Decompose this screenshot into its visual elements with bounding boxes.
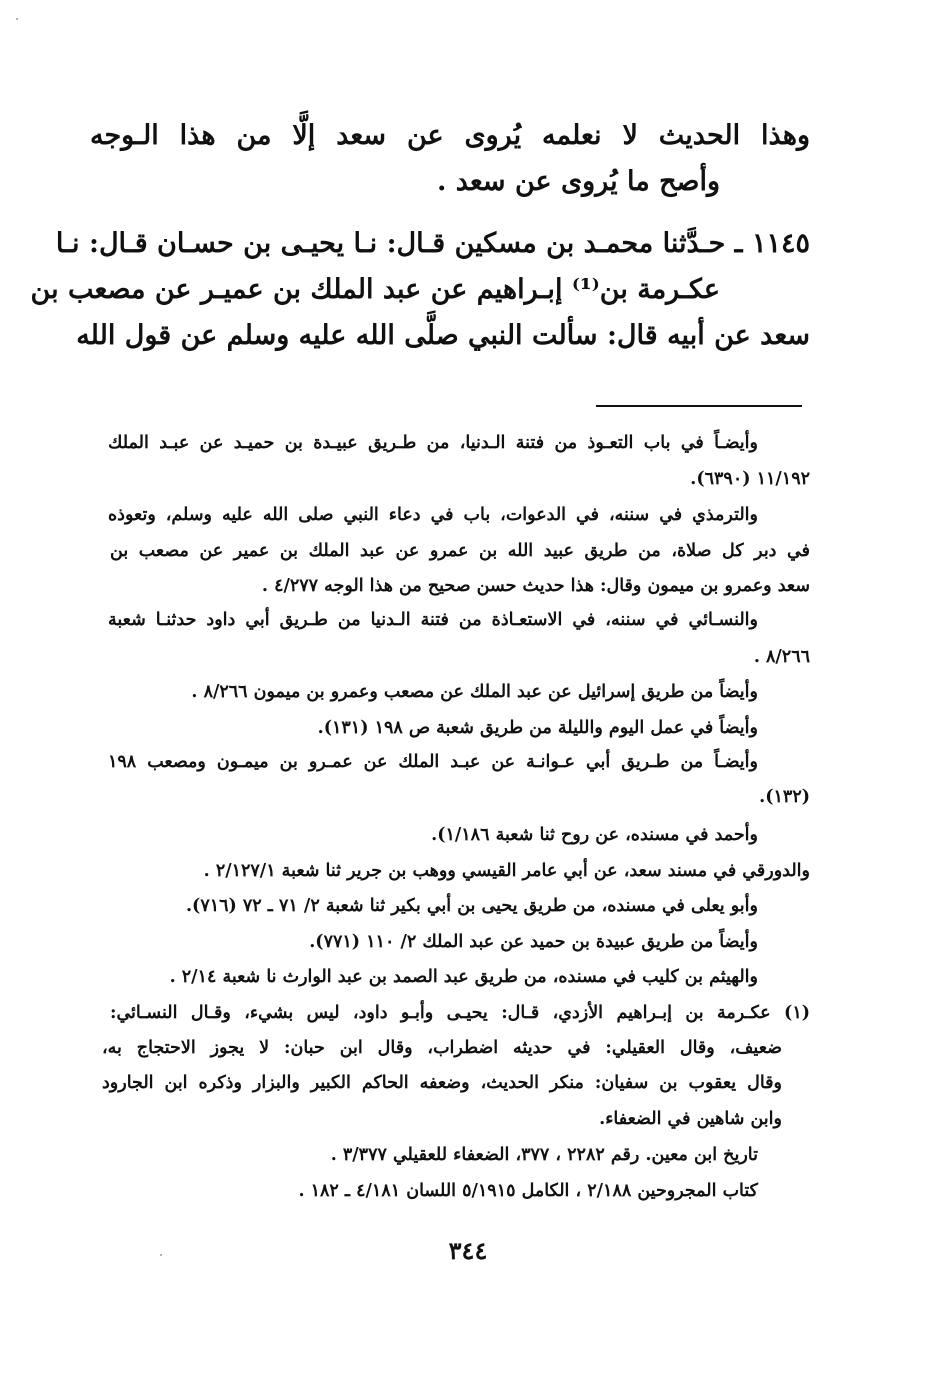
scan-speck <box>160 1254 162 1256</box>
footnote-line: والنسـائي في سننه، في الاستعـاذة من فتنة الـدنيا من طـريق أبي داود حدثنـا شعبة <box>108 610 758 630</box>
footnote-line: وأيضـاً في باب التعـوذ من فتنة الـدنيا، من طـريق عبيـدة بن حميـد عن عبـد الملك <box>108 433 758 453</box>
footnote-line: سعد وعمرو بن ميمون وقال: هذا حديث حسن صحيح من هذا الوجه ٤/٢٧٧ . <box>261 576 810 596</box>
footnote-line: تاريخ ابن معين. رقم ٢٢٨٢ ، ٣٧٧، الضعفاء للعقيلي ٣/٣٧٧ . <box>330 1145 758 1165</box>
footnote-line: وقال يعقوب بن سفيان: منكر الحديث، وضعفه الحاكم الكبير والبزار وذكره ابن الجارود <box>102 1073 782 1093</box>
main-text-line: عكـرمة بن⁽¹⁾ إبـراهيم عن عبد الملك بن عميـر عن مصعب بن <box>30 274 720 305</box>
footnote-line: وأحمد في مسنده، عن روح ثنا شعبة ١/١٨٦). <box>431 825 758 845</box>
footnote-line: وابن شاهين في الضعفاء. <box>599 1109 782 1129</box>
footnote-line: والهيثم بن كليب في مسنده، من طريق عبد الصمد بن عبد الوارث نا شعبة ٢/١٤ . <box>169 967 758 987</box>
main-text-line: ١١٤٥ ـ حـدَّثنا محمـد بن مسكين قـال: نـا يحيـى بن حسـان قـال: نـا <box>55 228 810 259</box>
footnote-line: ٨/٢٦٦ . <box>753 647 810 667</box>
footnote-line: (١) عكـرمة بن إبـراهيم الأزدي، قـال: يحيـى وأبـو داود، ليس بشيء، وقـال النسـائي: <box>110 1003 810 1023</box>
footnote-line: والترمذي في سننه، في الدعوات، باب في دعاء النبي صلى الله عليه وسلم، وتعوذه <box>108 505 758 525</box>
main-text-line: وأصح ما يُروى عن سعد . <box>436 166 720 197</box>
footnote-line: وأيضاً في عمل اليوم والليلة من طريق شعبة ص ١٩٨ (١٣١). <box>317 718 758 738</box>
footnote-line: وأيضاً من طريق عبيدة بن حميد عن عبد الملك ٢/ ١١٠ (٧٧١). <box>309 932 758 952</box>
footnote-line: كتاب المجروحين ٢/١٨٨ ، الكامل ٥/١٩١٥ اللسان ٤/١٨١ ـ ١٨٢ . <box>298 1181 758 1201</box>
main-text-line: وهذا الحديث لا نعلمه يُروى عن سعد إلَّا من هذا الـوجه <box>90 120 810 151</box>
footnote-line: وأيضـاً من طـريق أبي عـوانـة عن عبـد الملك عن عمـرو بن ميمـون ومصعب ١٩٨ <box>108 752 758 772</box>
main-text-line: سعد عن أبيه قال: سألت النبي صلَّى الله عليه وسلم عن قول الله <box>76 320 810 351</box>
footnote-line: ضعيف، وقال العقيلي: في حديثه اضطراب، وقال ابن حبان: لا يجوز الاحتجاج به، <box>102 1038 782 1058</box>
footnote-separator <box>596 405 802 407</box>
footnote-line: (١٣٢). <box>759 787 810 807</box>
footnote-line: والدورقي في مسند سعد، عن أبي عامر القيسي ووهب بن جرير ثنا شعبة ٢/١٢٧/١ . <box>203 861 810 881</box>
scan-speck <box>16 18 18 20</box>
footnote-line: وأبو يعلى في مسنده، من طريق يحيى بن أبي بكير ثنا شعبة ٢/ ٧١ ـ ٧٢ (٧١٦). <box>185 896 758 916</box>
footnote-line: وأيضاً من طريق إسرائيل عن عبد الملك عن مصعب وعمرو بن ميمون ٨/٢٦٦ . <box>191 682 758 702</box>
footnote-line: ١١/١٩٢ (٦٣٩٠). <box>690 469 810 489</box>
footnote-line: في دبر كل صلاة، من طريق عبيد الله بن عمرو عن عبد الملك بن عمير عن مصعب بن <box>110 541 810 561</box>
page-number: ٣٤٤ <box>448 1236 488 1265</box>
